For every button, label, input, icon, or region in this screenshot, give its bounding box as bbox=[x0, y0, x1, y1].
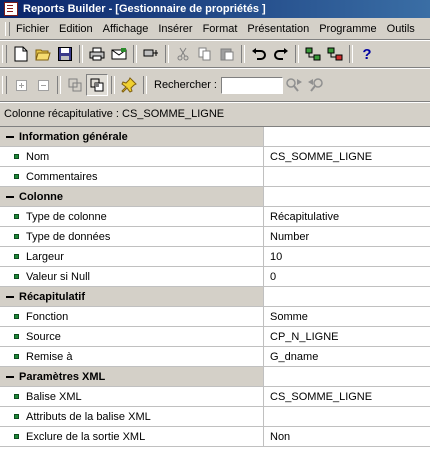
toolbar-separator bbox=[111, 76, 115, 94]
mail-icon bbox=[111, 47, 127, 61]
property-bullet-icon bbox=[14, 154, 19, 159]
layout-model-button[interactable] bbox=[324, 43, 346, 65]
main-toolbar bbox=[0, 42, 430, 66]
property-bullet-icon bbox=[14, 214, 19, 219]
section-title: Récapitulatif bbox=[19, 290, 86, 303]
toolbar-separator bbox=[79, 45, 83, 63]
section-header[interactable] bbox=[0, 187, 430, 207]
collapse-minus-icon[interactable] bbox=[5, 192, 14, 201]
find-next-button[interactable] bbox=[283, 74, 305, 96]
menu-presentation[interactable]: Présentation bbox=[247, 22, 310, 35]
copy-icon bbox=[198, 47, 212, 61]
property-value[interactable]: Récapitulative bbox=[270, 210, 340, 223]
section-header[interactable] bbox=[0, 287, 430, 307]
property-row[interactable] bbox=[0, 327, 430, 347]
copy-button[interactable] bbox=[194, 43, 216, 65]
expand-all-button[interactable] bbox=[10, 74, 32, 96]
undo-button[interactable] bbox=[248, 43, 270, 65]
property-toolbar bbox=[0, 72, 430, 98]
section-value-cell bbox=[264, 127, 430, 146]
property-bullet-icon bbox=[14, 234, 19, 239]
property-value[interactable]: Somme bbox=[270, 310, 308, 323]
toolbar-separator bbox=[349, 45, 353, 63]
property-bullet-icon bbox=[14, 334, 19, 339]
collapse-all-button[interactable] bbox=[32, 74, 54, 96]
property-row[interactable] bbox=[0, 387, 430, 407]
expand-plus-icon bbox=[16, 80, 27, 91]
separator bbox=[0, 67, 430, 69]
intersection-button[interactable] bbox=[86, 74, 108, 96]
section-header[interactable] bbox=[0, 367, 430, 387]
section-header[interactable] bbox=[0, 127, 430, 147]
menu-outils[interactable]: Outils bbox=[386, 22, 415, 35]
print-button[interactable] bbox=[86, 43, 108, 65]
property-row[interactable] bbox=[0, 347, 430, 367]
paste-button[interactable] bbox=[216, 43, 238, 65]
object-context-label: Colonne récapitulative : CS_SOMME_LIGNE bbox=[4, 108, 225, 120]
find-forward-icon bbox=[285, 77, 303, 93]
toolbar-grip[interactable] bbox=[2, 76, 7, 94]
property-bullet-icon bbox=[14, 414, 19, 419]
menu-format[interactable]: Format bbox=[202, 22, 238, 35]
property-name: Source bbox=[26, 330, 61, 343]
section-title: Paramètres XML bbox=[19, 370, 106, 383]
find-backward-icon bbox=[307, 77, 325, 93]
menu-bar bbox=[0, 19, 430, 38]
property-grid bbox=[0, 126, 430, 450]
property-row[interactable] bbox=[0, 307, 430, 327]
property-name: Attributs de la balise XML bbox=[26, 410, 151, 423]
mail-button[interactable] bbox=[108, 43, 130, 65]
undo-arrow-icon bbox=[252, 48, 266, 60]
toolbar-separator bbox=[241, 45, 245, 63]
property-name: Exclure de la sortie XML bbox=[26, 430, 146, 443]
new-document-button[interactable] bbox=[10, 43, 32, 65]
property-bullet-icon bbox=[14, 274, 19, 279]
property-name: Largeur bbox=[26, 250, 64, 263]
property-bullet-icon bbox=[14, 174, 19, 179]
help-question-icon: ? bbox=[362, 45, 372, 63]
property-row[interactable] bbox=[0, 247, 430, 267]
menu-fichier[interactable]: Fichier bbox=[16, 22, 50, 35]
section-value-cell bbox=[264, 367, 430, 386]
toolbar-grip[interactable] bbox=[2, 45, 7, 63]
menu-affichage[interactable]: Affichage bbox=[102, 22, 149, 35]
property-row[interactable] bbox=[0, 407, 430, 427]
property-row[interactable] bbox=[0, 227, 430, 247]
property-value[interactable]: Non bbox=[270, 430, 291, 443]
toolbar-separator bbox=[133, 45, 137, 63]
property-row[interactable] bbox=[0, 147, 430, 167]
toolbar-separator bbox=[57, 76, 61, 94]
property-name: Commentaires bbox=[26, 170, 98, 183]
data-model-button[interactable] bbox=[302, 43, 324, 65]
toolbar-separator bbox=[165, 45, 169, 63]
new-document-icon bbox=[14, 46, 28, 62]
property-row[interactable] bbox=[0, 267, 430, 287]
menu-edition[interactable]: Edition bbox=[59, 22, 93, 35]
menubar-grip[interactable] bbox=[5, 22, 10, 36]
property-row[interactable] bbox=[0, 167, 430, 187]
open-button[interactable] bbox=[32, 43, 54, 65]
scissors-icon bbox=[176, 47, 190, 61]
database-connect-icon bbox=[143, 47, 159, 61]
property-bullet-icon bbox=[14, 434, 19, 439]
printer-icon bbox=[89, 47, 105, 61]
find-previous-button[interactable] bbox=[305, 74, 327, 96]
union-button[interactable] bbox=[64, 74, 86, 96]
save-button[interactable] bbox=[54, 43, 76, 65]
layout-model-icon bbox=[327, 47, 343, 61]
help-button[interactable] bbox=[356, 43, 378, 65]
property-name: Valeur si Null bbox=[26, 270, 90, 283]
property-bullet-icon bbox=[14, 354, 19, 359]
separator bbox=[0, 39, 430, 41]
property-name: Remise à bbox=[26, 350, 73, 363]
property-bullet-icon bbox=[14, 254, 19, 259]
collapse-minus-icon[interactable] bbox=[5, 372, 14, 381]
collapse-minus-icon bbox=[38, 80, 49, 91]
section-title: Colonne bbox=[19, 190, 63, 203]
section-title: Information générale bbox=[19, 130, 128, 143]
search-input[interactable] bbox=[221, 77, 283, 94]
property-name: Balise XML bbox=[26, 390, 82, 403]
section-value-cell bbox=[264, 187, 430, 206]
property-name: Nom bbox=[26, 150, 50, 163]
section-value-cell bbox=[264, 287, 430, 306]
property-value[interactable]: G_dname bbox=[270, 350, 319, 363]
connect-button[interactable] bbox=[140, 43, 162, 65]
property-name: Fonction bbox=[26, 310, 69, 323]
pin-button[interactable] bbox=[118, 74, 140, 96]
intersection-icon bbox=[90, 78, 104, 92]
property-value[interactable]: 0 bbox=[270, 270, 277, 283]
data-model-icon bbox=[305, 47, 321, 61]
paste-clipboard-icon bbox=[220, 47, 234, 61]
menu-inserer[interactable]: Insérer bbox=[158, 22, 193, 35]
property-value[interactable]: Number bbox=[270, 230, 310, 243]
property-name: Type de colonne bbox=[26, 210, 107, 223]
open-folder-icon bbox=[35, 47, 51, 61]
property-value[interactable]: CP_N_LIGNE bbox=[270, 330, 339, 343]
property-row[interactable] bbox=[0, 207, 430, 227]
cut-button[interactable] bbox=[172, 43, 194, 65]
property-bullet-icon bbox=[14, 394, 19, 399]
pushpin-icon bbox=[121, 77, 137, 93]
reports-builder-app-icon bbox=[4, 2, 18, 16]
search-label: Rechercher : bbox=[154, 79, 217, 91]
window-title: Reports Builder - [Gestionnaire de propriétés ] bbox=[23, 3, 266, 15]
redo-button[interactable] bbox=[270, 43, 292, 65]
collapse-minus-icon[interactable] bbox=[5, 292, 14, 301]
property-name: Type de données bbox=[26, 230, 111, 243]
save-disk-icon bbox=[58, 47, 72, 61]
union-icon bbox=[68, 78, 82, 92]
property-value[interactable]: 10 bbox=[270, 250, 283, 263]
toolbar-separator bbox=[295, 45, 299, 63]
title-bar bbox=[0, 0, 430, 18]
toolbar-separator bbox=[143, 76, 147, 94]
property-bullet-icon bbox=[14, 314, 19, 319]
redo-arrow-icon bbox=[274, 48, 288, 60]
menu-programme[interactable]: Programme bbox=[319, 22, 377, 35]
property-value[interactable]: CS_SOMME_LIGNE bbox=[270, 390, 373, 403]
collapse-minus-icon[interactable] bbox=[5, 132, 14, 141]
property-row[interactable] bbox=[0, 427, 430, 447]
property-value[interactable]: CS_SOMME_LIGNE bbox=[270, 150, 373, 163]
